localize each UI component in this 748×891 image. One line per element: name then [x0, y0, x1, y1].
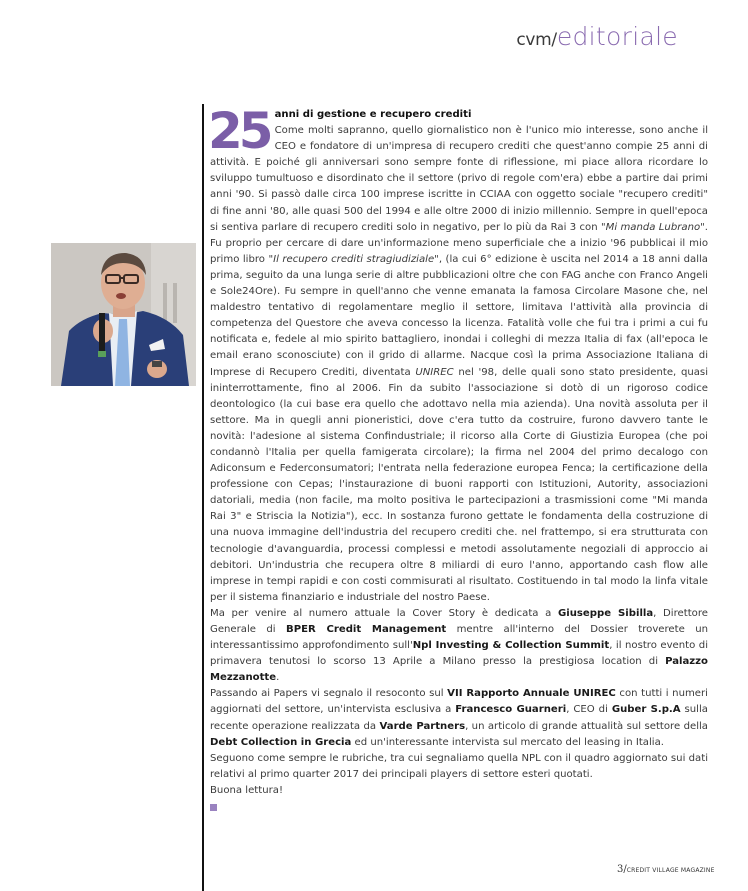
- text-run: . Fu proprio per cercare di dare un'informazione meno superficiale che a inizio '96 pubblicai il mio primo libro: [210, 221, 708, 265]
- text-run: , Direttore Generale di: [210, 607, 708, 635]
- bold-text: Varde Partners: [379, 720, 466, 732]
- dropcap-number: 25: [208, 102, 270, 160]
- article-paragraph-3: [210, 686, 708, 750]
- bold-text: VII Rapporto Annuale UNIREC: [447, 688, 616, 700]
- italic-text: UNIREC: [415, 366, 454, 378]
- author-portrait-image: [51, 243, 196, 386]
- text-run: , CEO di: [566, 704, 612, 716]
- bold-text: Giuseppe Sibilla: [557, 607, 654, 619]
- article-paragraph-4: Seguono come sempre le rubriche, tra cui segnaliamo quella NPL con il quadro aggiornato sui dati relativi al primo quarter 2017 dei principali players di settore esteri quotati.: [210, 752, 708, 780]
- text-run: sulla recente operazione realizzata da: [210, 704, 708, 732]
- bold-text: Guber S.p.A: [611, 704, 681, 716]
- article-closing: Buona lettura!: [210, 784, 283, 796]
- text-run: ed un'interessante intervista sul mercato del leasing in Italia.: [351, 736, 664, 748]
- end-of-article-square-icon: [210, 804, 217, 811]
- text-run: .: [276, 672, 280, 684]
- text-run: Ma per venire al numero attuale la Cover Story è dedicata a: [210, 607, 558, 619]
- article-paragraph-1: [210, 123, 708, 606]
- header-section-title: editoriale: [556, 22, 678, 51]
- vertical-divider: [202, 104, 204, 891]
- bold-text: Palazzo Mezzanotte: [210, 656, 708, 684]
- text-run: mentre all'interno del Dossier troverete un interessantissimo approfondimento sull': [210, 624, 708, 652]
- text-run: , (la cui 6° edizione è uscita nel 2014 a 18 anni dalla prima, seguito da una lunga serie di altre pubblicazioni oltre che con FAG anche con Franco Angeli e Sole24Ore). Fu sempre in quell'anno che venne emanata la famosa Circolare Masone che, nel maldestro tentativo di regolamentare meglio il settore, limitava l'attività alla provincia di competenza del Questore che aveva concesso la licenza. Fatalità volle che fui tra i primi a cui fu notificata e, fedele al mio spirito battagliero, inondai i colleghi di mezza Italia di fax (all'epoca le email erano sconosciute) con il grido di allarme. Nacque così la prima Associazione Italiana di Imprese di Recupero Crediti, diventata: [210, 253, 708, 378]
- text-run: Passando ai Papers vi segnalo il resoconto sul: [210, 688, 448, 700]
- text-run: , un articolo di grande attualità sul settore della: [465, 720, 708, 732]
- magazine-name: CREDIT VILLAGE MAGAZINE: [626, 867, 715, 874]
- article-paragraph-2: [210, 606, 708, 686]
- page-number: 3/: [617, 864, 627, 875]
- text-run: con tutti i numeri aggiornati del settore, un'intervista esclusiva a: [210, 688, 708, 716]
- text-run: , il nostro evento di primavera tenutosi lo scorso 13 Aprile a Milano presso la prestigiosa location di: [210, 640, 709, 668]
- italic-text: "Mi manda Lubrano": [600, 221, 705, 233]
- article-title: anni di gestione e recupero crediti: [274, 109, 472, 120]
- page-footer: [617, 859, 715, 875]
- bold-text: Npl Investing & Collection Summit: [412, 640, 610, 652]
- author-photo: [51, 243, 196, 386]
- bold-text: BPER Credit Management: [286, 624, 447, 635]
- bold-text: Debt Collection in Grecia: [210, 736, 352, 748]
- text-run: Come molti sapranno, quello giornalistico non è l'unico mio interesse, sono anche il CEO e fondatore di un'impresa di recupero crediti che quest'anno compie 25 anni di attività. E poiché gli anniversari sono sempre fonte di riflessione, mi piace allora ricordare lo sviluppo tumultuoso e disordinato che il settore (privo di regole com'era) ebbe a partire dai primi anni '90. Si passò dalle circa 100 imprese iscritte in CCIAA con oggetto sociale "recupero crediti" di fine anni '80, alle quasi 500 del 1994 e alle oltre 2000 di inizio millennio. Sempre in quell'epoca si sentiva parlare di recupero crediti solo in negativo, per lo più da Rai 3 con: [210, 125, 708, 233]
- text-run: nel '98, delle quali sono stato presidente, quasi ininterrottamente, fino al 2006. Fin da subito l'associazione si dotò di un rigoroso codice deontologico (la cui base era quello che adottavo nella mia azienda). Una novità assoluta per il settore. Ma in quegli anni pioneristici, dove c'era tutto da costruire, furono davvero tante le novità: l'adesione al sistema Confindustriale; il ricorso alla Corte di Giustizia Europea (che poi condannò l'Italia per quella famigerata circolare); la firma nel 2004 del primo decalogo con Adiconsum e Federconsumatori; l'entrata nella federazione europea Fenca; la certificazione della professione con Cepas; l'instaurazione di buoni rapporti con Istituzioni, Autority, associazioni datoriali, media (non facile, ma molto positiva le partecipazioni a trasmissioni come "Mi manda Rai 3" e Striscia la Notizia"), ecc. In sostanza furono gettate le fondamenta della costruzione di una nuova immagine dell'industria del recupero crediti che. nel frattempo, si era strutturata con tecnologie d'avanguardia, processi complessi e metodi assolutamente negoziali di approccio ai debitori. Un'industria che recupera oltre 8 miliardi di euro l'anno, apportando cash flow alle imprese in tempi rapidi e con costi commisurati al risultato. Costituendo in tal modo la linfa vitale per il sistema finanziario e industriale del nostro Paese.: [210, 366, 708, 603]
- section-header: [516, 24, 678, 49]
- italic-text: "Il recupero crediti stragiudiziale": [268, 253, 439, 265]
- bold-text: Francesco Guarneri: [455, 704, 567, 716]
- editorial-article: [208, 102, 709, 811]
- header-prefix: cvm/: [516, 30, 557, 50]
